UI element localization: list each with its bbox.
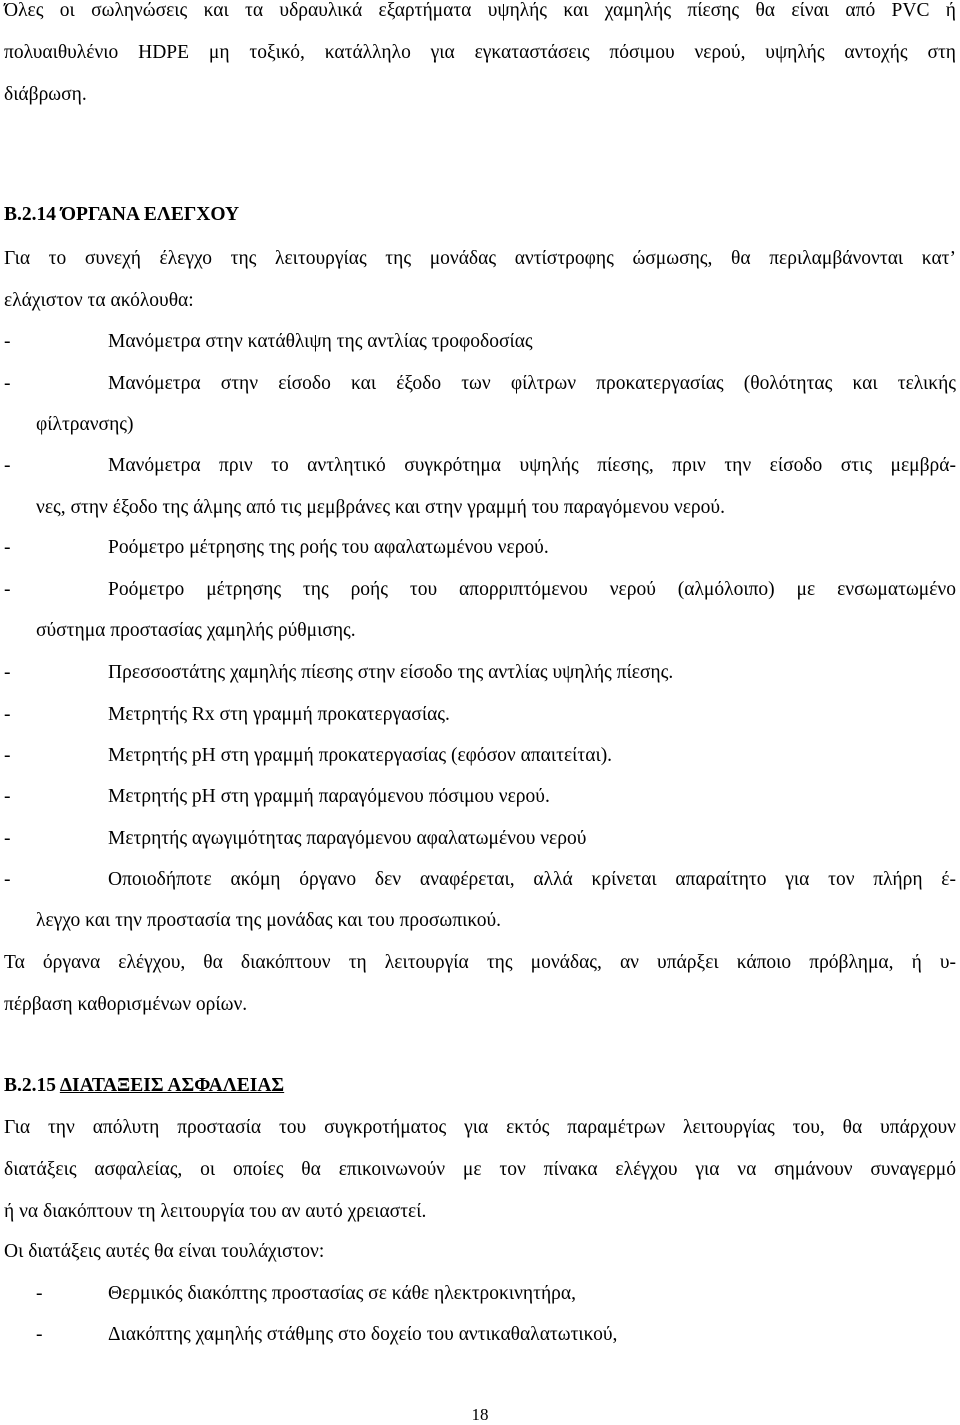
list-item-text: Μετρητής αγωγιμότητας παραγόμενου αφαλατωμένου νερού: [108, 828, 587, 849]
list-item-text: Ροόμετρο μέτρησης της ροής του απορριπτόμενου νερού (αλμόλοιπο) με ενσωματωμένο: [108, 579, 956, 600]
list-dash: -: [4, 662, 11, 683]
list-dash: -: [4, 869, 11, 890]
list-item: [4, 373, 956, 403]
list-item: [4, 455, 956, 485]
list-item: [4, 869, 956, 899]
list-item: [4, 1324, 956, 1354]
list-item-text: Διακόπτης χαμηλής στάθμης στο δοχείο του αντικαθαλατωτικού,: [108, 1324, 618, 1345]
list-item: [4, 786, 956, 816]
list-item-continuation: σύστημα προστασίας χαμηλής ρύθμισης.: [36, 620, 356, 641]
list-dash: -: [36, 1283, 43, 1304]
section-heading-b214: Β.2.14 ΌΡΓΑΝΑ ΕΛΕΓΧΟΥ: [4, 204, 240, 225]
section-heading-number: Β.2.15: [4, 1075, 57, 1096]
section-b215-line-1: Για την απόλυτη προστασία του συγκροτήματος για εκτός παραμέτρων λειτουργίας του, θα υπάρχουν: [4, 1117, 956, 1138]
list-item-text: Μετρητής pH στη γραμμή προκατεργασίας (εφόσον απαιτείται).: [108, 745, 613, 766]
section-b215-line-3: ή να διακόπτουν τη λειτουργία του αν αυτό χρειαστεί.: [4, 1201, 427, 1222]
list-item-text: Ροόμετρο μέτρησης της ροής του αφαλατωμένου νερού.: [108, 537, 549, 558]
list-item: [4, 704, 956, 734]
list-item-text: Πρεσσοστάτης χαμηλής πίεσης στην είσοδο της αντλίας υψηλής πίεσης.: [108, 662, 674, 683]
list-item-text: Μανόμετρα στην είσοδο και έξοδο των φίλτρων προκατεργασίας (θολότητας και τελικής: [108, 373, 956, 394]
list-dash: -: [4, 828, 11, 849]
list-item-text: Μετρητής pH στη γραμμή παραγόμενου πόσιμου νερού.: [108, 786, 550, 807]
list-dash: -: [4, 373, 11, 394]
section-heading-title: ΔΙΑΤΑΞΕΙΣ ΑΣΦΑΛΕΙΑΣ: [59, 1075, 285, 1096]
list-item: [4, 745, 956, 775]
list-item: [4, 828, 956, 858]
list-item-continuation: λεγχο και την προστασία της μονάδας και του προσωπικού.: [36, 910, 501, 931]
list-dash: -: [36, 1324, 43, 1345]
section-heading-b215: [4, 1075, 284, 1097]
list-item: [4, 662, 956, 692]
section-b214-outro-line-1: Τα όργανα ελέγχου, θα διακόπτουν τη λειτουργία της μονάδας, αν υπάρξει κάποιο πρόβλημα, ή υ-: [4, 952, 956, 973]
list-dash: -: [4, 579, 11, 600]
section-b214-intro-line-2: ελάχιστον τα ακόλουθα:: [4, 290, 194, 311]
list-dash: -: [4, 745, 11, 766]
section-b215-line-2: διατάξεις ασφαλείας, οι οποίες θα επικοινωνούν με τον πίνακα ελέγχου για να σημάνουν συναγερμό: [4, 1159, 956, 1180]
list-item-text: Μετρητής Rx στη γραμμή προκατεργασίας.: [108, 704, 450, 725]
list-dash: -: [4, 537, 11, 558]
list-item-text: Θερμικός διακόπτης προστασίας σε κάθε ηλεκτροκινητήρα,: [108, 1283, 576, 1304]
list-item: [4, 537, 956, 567]
list-item-text: Οποιοδήποτε ακόμη όργανο δεν αναφέρεται, αλλά κρίνεται απαραίτητο για τον πλήρη έ-: [108, 869, 956, 890]
list-item-continuation: νες, στην έξοδο της άλμης από τις μεμβράνες και στην γραμμή του παραγόμενου νερού.: [36, 497, 725, 518]
page-number: 18: [471, 1405, 489, 1424]
section-b214-outro-line-2: πέρβαση καθορισμένων ορίων.: [4, 994, 248, 1015]
list-item: [4, 331, 956, 361]
list-dash: -: [4, 455, 11, 476]
list-item-text: Μανόμετρα πριν το αντλητικό συγκρότημα υψηλής πίεσης, πριν την είσοδο στις μεμβρά-: [108, 455, 956, 476]
section-b214-intro-line-1: Για το συνεχή έλεγχο της λειτουργίας της μονάδας αντίστροφης ώσμωσης, θα περιλαμβάνονται κατ’: [4, 248, 956, 269]
list-item: [4, 579, 956, 609]
intro-line-3: διάβρωση.: [4, 84, 87, 105]
list-item-text: Μανόμετρα στην κατάθλιψη της αντλίας τροφοδοσίας: [108, 331, 533, 352]
list-dash: -: [4, 786, 11, 807]
intro-line-1: Όλες οι σωληνώσεις και τα υδραυλικά εξαρτήματα υψηλής και χαμηλής πίεσης θα είναι από PVC ή: [4, 0, 956, 21]
section-b215-line-4: Οι διατάξεις αυτές θα είναι τουλάχιστον:: [4, 1241, 325, 1262]
list-item: [4, 1283, 956, 1313]
intro-line-2: πολυαιθυλένιο HDPE μη τοξικό, κατάλληλο για εγκαταστάσεις πόσιμου νερού, υψηλής αντοχής στη: [4, 42, 956, 63]
list-item-continuation: φίλτρανσης): [36, 414, 134, 435]
list-dash: -: [4, 331, 11, 352]
list-dash: -: [4, 704, 11, 725]
